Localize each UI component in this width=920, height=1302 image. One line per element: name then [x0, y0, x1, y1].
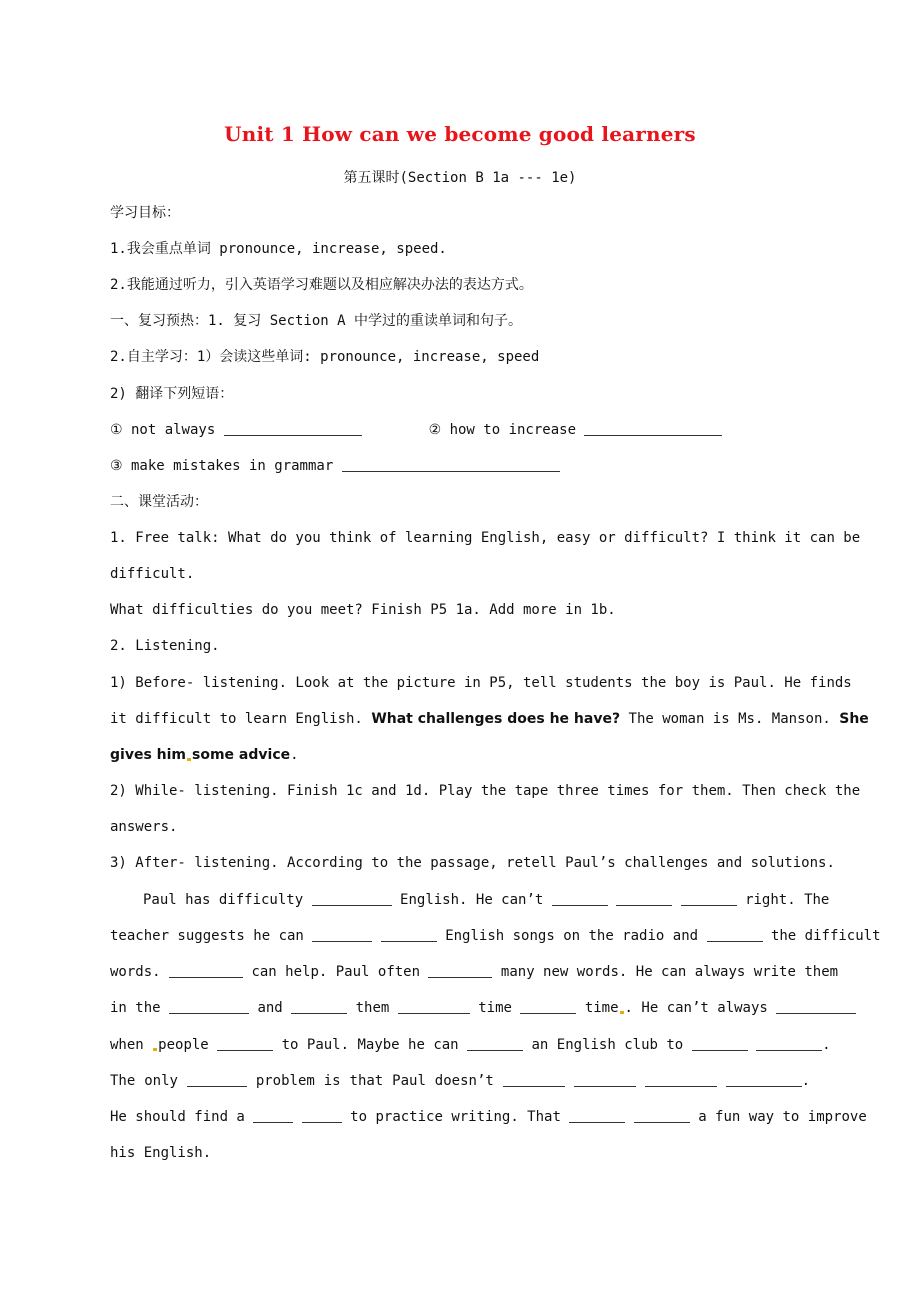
before-text-f: some advice — [192, 747, 291, 763]
annotation-mark — [620, 1011, 624, 1014]
answer-blank[interactable] — [584, 421, 722, 436]
before-listening-line-2 — [110, 709, 869, 729]
retell-text: teacher suggests he can — [110, 928, 304, 944]
answer-blank[interactable] — [302, 1108, 342, 1123]
review-section: 一、复习预热：1. 复习 Section A 中学过的重读单词和句子。 — [110, 313, 523, 329]
retell-text: to Paul. Maybe he can — [281, 1037, 459, 1053]
retell-line-3 — [110, 962, 839, 982]
before-text-b: What challenges does he have? — [371, 711, 621, 727]
retell-text: time — [478, 1000, 512, 1016]
phrase-2: ② how to increase — [428, 422, 577, 438]
retell-text: can help. Paul often — [251, 964, 421, 980]
retell-line-1 — [143, 890, 830, 910]
before-text-a: it difficult to learn English. — [110, 711, 363, 727]
answer-blank[interactable] — [312, 891, 392, 906]
retell-text: words. — [110, 964, 161, 980]
retell-line-6: The only problem is that Paul doesn’t . — [110, 1073, 810, 1089]
retell-text: them — [355, 1000, 390, 1016]
before-text-c: The woman is Ms. Manson. — [628, 711, 831, 727]
after-listening-line: 3) After- listening. According to the passage, retell Paul’s challenges and solutions. — [110, 855, 835, 871]
retell-text: English songs on the radio and — [445, 928, 699, 944]
retell-line-5: when people to Paul. Maybe he can an English club to . — [110, 1037, 831, 1053]
retell-text: and — [257, 1000, 283, 1016]
retell-text: The only — [110, 1073, 178, 1089]
while-listening-line-1: 2) While- listening. Finish 1c and 1d. Play the tape three times for them. Then check the — [110, 783, 861, 799]
before-text-e: gives him — [110, 747, 187, 763]
retell-text: He can’t always — [641, 1000, 768, 1016]
answer-blank[interactable] — [726, 1072, 802, 1087]
answer-blank[interactable] — [169, 999, 249, 1014]
answer-blank[interactable] — [381, 927, 437, 942]
unit-title: Unit 1 How can we become good learners — [224, 122, 696, 146]
retell-text: when — [110, 1037, 144, 1053]
goals-heading: 学习目标： — [110, 205, 180, 221]
retell-text: the difficult — [770, 928, 881, 944]
retell-line-7 — [110, 1107, 867, 1127]
free-talk-line-1: 1. Free talk: What do you think of learning English, easy or difficult? I think it can be — [110, 530, 861, 546]
retell-text: Paul has difficulty — [143, 892, 304, 908]
answer-blank[interactable] — [692, 1036, 748, 1051]
answer-blank[interactable] — [503, 1072, 565, 1087]
answer-blank[interactable] — [187, 1072, 247, 1087]
lesson-subtitle: 第五课时(Section B 1a --- 1e) — [343, 170, 577, 186]
answer-blank[interactable] — [520, 999, 576, 1014]
answer-blank[interactable] — [398, 999, 470, 1014]
retell-text: He should find a — [110, 1109, 245, 1125]
answer-blank[interactable] — [312, 927, 372, 942]
retell-line-4: in the and them time time . He can’t always — [110, 998, 810, 1018]
answer-blank[interactable] — [707, 927, 763, 942]
answer-blank[interactable] — [645, 1072, 717, 1087]
translate-heading: 2) 翻译下列短语： — [110, 386, 234, 402]
annotation-mark — [187, 758, 191, 761]
retell-text: problem is that Paul doesn’t — [255, 1073, 494, 1089]
phrase-1: ① not always — [110, 422, 216, 438]
class-heading: 二、课堂活动： — [110, 494, 208, 510]
answer-blank[interactable] — [467, 1036, 523, 1051]
goal-1: 1.我会重点单词 pronounce, increase, speed. — [110, 241, 447, 257]
answer-blank[interactable] — [291, 999, 347, 1014]
annotation-mark — [153, 1048, 157, 1051]
retell-text: people — [158, 1037, 209, 1053]
retell-line-8: his English. — [110, 1145, 212, 1161]
retell-text: English. He can’t — [400, 892, 544, 908]
listening-heading: 2. Listening. — [110, 638, 220, 654]
before-listening-line-1: 1) Before- listening. Look at the picture in P5, tell students the boy is Paul. He finds — [110, 675, 852, 691]
self-study: 2.自主学习：1）会读这些单词: pronounce, increase, speed — [110, 349, 540, 365]
answer-blank[interactable] — [616, 891, 672, 906]
answer-blank[interactable] — [569, 1108, 625, 1123]
before-listening-line-3: gives him some advice. — [110, 747, 299, 763]
goal-2: 2.我能通过听力，引入英语学习难题以及相应解决办法的表达方式。 — [110, 277, 533, 293]
phrase-row-2 — [110, 456, 810, 476]
difficulties-line: What difficulties do you meet? Finish P5 1a. Add more in 1b. — [110, 602, 616, 618]
answer-blank[interactable] — [169, 963, 243, 978]
free-talk-line-2: difficult. — [110, 566, 195, 582]
answer-blank[interactable] — [776, 999, 856, 1014]
answer-blank[interactable] — [224, 421, 362, 436]
retell-text: an English club to — [531, 1037, 684, 1053]
retell-text: many new words. He can always write them — [500, 964, 839, 980]
retell-text: time — [584, 1000, 619, 1016]
retell-text: in the — [110, 1000, 161, 1016]
retell-text: right. The — [745, 892, 830, 908]
answer-blank[interactable] — [634, 1108, 690, 1123]
retell-text: to practice writing. That — [350, 1109, 561, 1125]
phrase-3: ③ make mistakes in grammar — [110, 458, 334, 474]
answer-blank[interactable] — [428, 963, 492, 978]
answer-blank[interactable] — [681, 891, 737, 906]
answer-blank[interactable] — [253, 1108, 293, 1123]
retell-text: a fun way to improve — [698, 1109, 867, 1125]
answer-blank[interactable] — [756, 1036, 822, 1051]
answer-blank[interactable] — [342, 457, 560, 472]
answer-blank[interactable] — [217, 1036, 273, 1051]
phrase-row-1 — [110, 420, 810, 440]
before-text-d: She — [839, 711, 869, 727]
answer-blank[interactable] — [552, 891, 608, 906]
answer-blank[interactable] — [574, 1072, 636, 1087]
retell-line-2 — [110, 926, 881, 946]
while-listening-line-2: answers. — [110, 819, 178, 835]
